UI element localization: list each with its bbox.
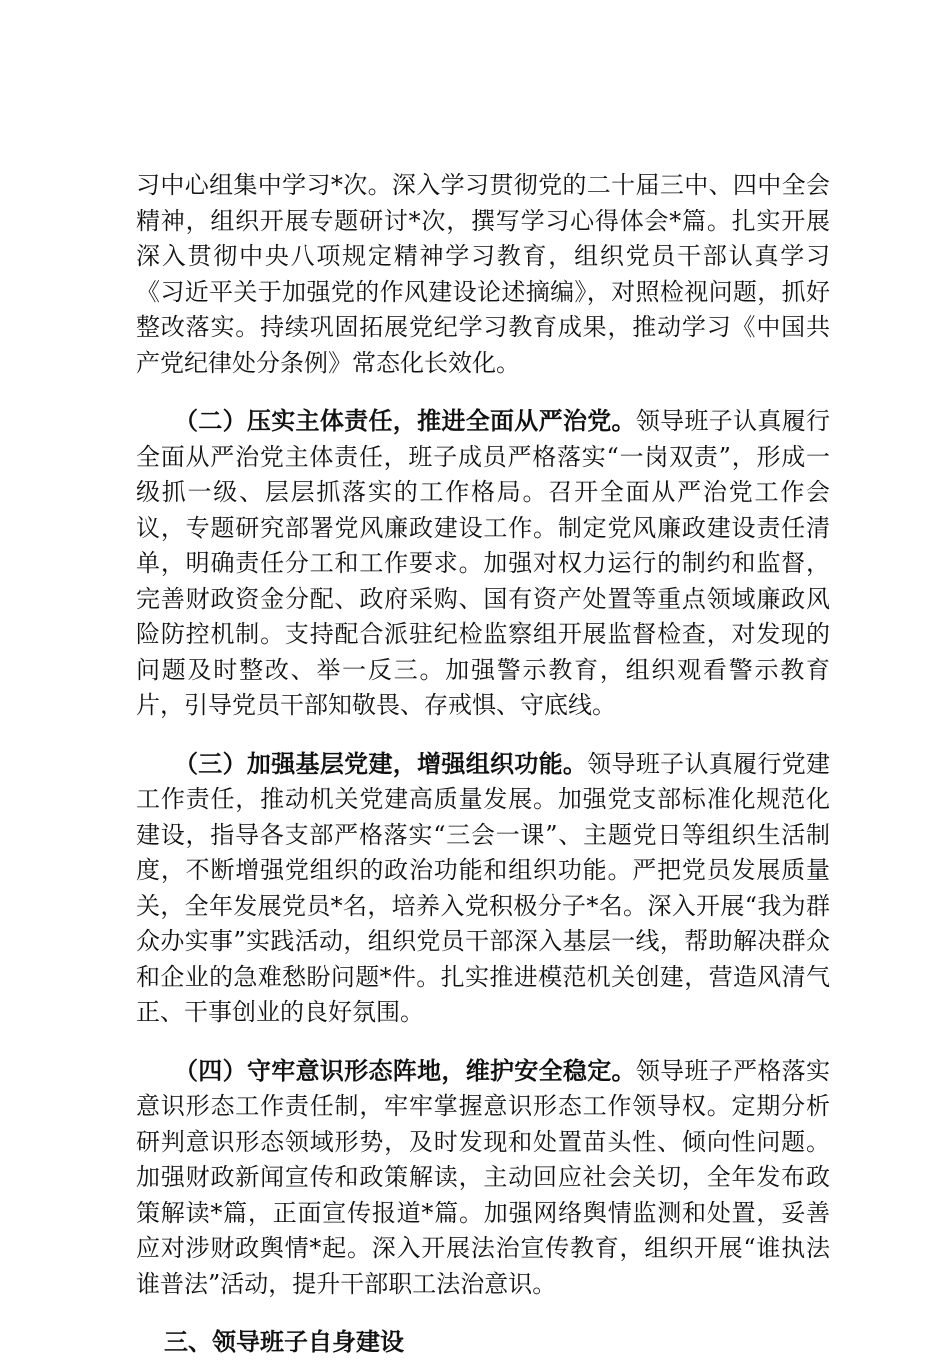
paragraph-lead-heading: （四）守牢意识形态阵地，维护安全稳定。 [174, 1056, 636, 1085]
paragraph-body: 领导班子认真履行党建工作责任，推动机关党建高质量发展。加强党支部标准化规范化建设，指导各支部严格落实“三会一课”、主题党日等组织生活制度，不断增强党组织的政治功能和组织功能。严把党员发展质量关，全年发展党员*名，培养入党积极分子*名。深入开展“我为群众办实事”实践活动，组织党员干部深入基层一线，帮助解决群众和企业的急难愁盼问题*件。扎实推进模范机关创建，营造风清气正、干事创业的良好氛围。 [136, 749, 831, 1026]
paragraph-grassroots-party-building [136, 747, 830, 1031]
section-heading: 三、领导班子自身建设 [164, 1328, 404, 1356]
paragraph-body: 习中心组集中学习*次。深入学习贯彻党的二十届三中、四中全会精神，组织开展专题研讨*次，撰写学习心得体会*篇。扎实开展深入贯彻中央八项规定精神学习教育，组织党员干部认真学习《习近平关于加强党的作风建设论述摘编》，对照检视问题，抓好整改落实。持续巩固拓展党纪学习教育成果，推动学习《中国共产党纪律处分条例》常态化长效化。 [136, 171, 830, 377]
paragraph-body: 领导班子严格落实意识形态工作责任制，牢牢掌握意识形态工作领导权。定期分析研判意识形态领域形势，及时发现和处置苗头性、倾向性问题。加强财政新闻宣传和政策解读，主动回应社会关切，全年发布政策解读*篇，正面宣传报道*篇。加强网络舆情监测和处置，妥善应对涉财政舆情*起。深入开展法治宣传教育，组织开展“谁执法谁普法”活动，提升干部职工法治意识。 [136, 1056, 831, 1298]
document-body [136, 168, 830, 1361]
paragraph-body: 领导班子认真履行全面从严治党主体责任，班子成员严格落实“一岗双责”，形成一级抓一级、层层抓落实的工作格局。召开全面从严治党工作会议，专题研究部署党风廉政建设工作。制定党风廉政建设责任清单，明确责任分工和工作要求。加强对权力运行的制约和监督，完善财政资金分配、政府采购、国有资产处置等重点领域廉政风险防控机制。支持配合派驻纪检监察组开展监督检查，对发现的问题及时整改、举一反三。加强警示教育，组织观看警示教育片，引导党员干部知敬畏、存戒惧、守底线。 [136, 407, 831, 719]
paragraph-lead-heading: （二）压实主体责任，推进全面从严治党。 [174, 407, 636, 435]
paragraph-lead-heading: （三）加强基层党建，增强组织功能。 [174, 749, 588, 778]
paragraph-party-discipline [136, 404, 830, 724]
paragraph-ideology-security [136, 1054, 830, 1303]
paragraph-continued-study [136, 168, 830, 381]
